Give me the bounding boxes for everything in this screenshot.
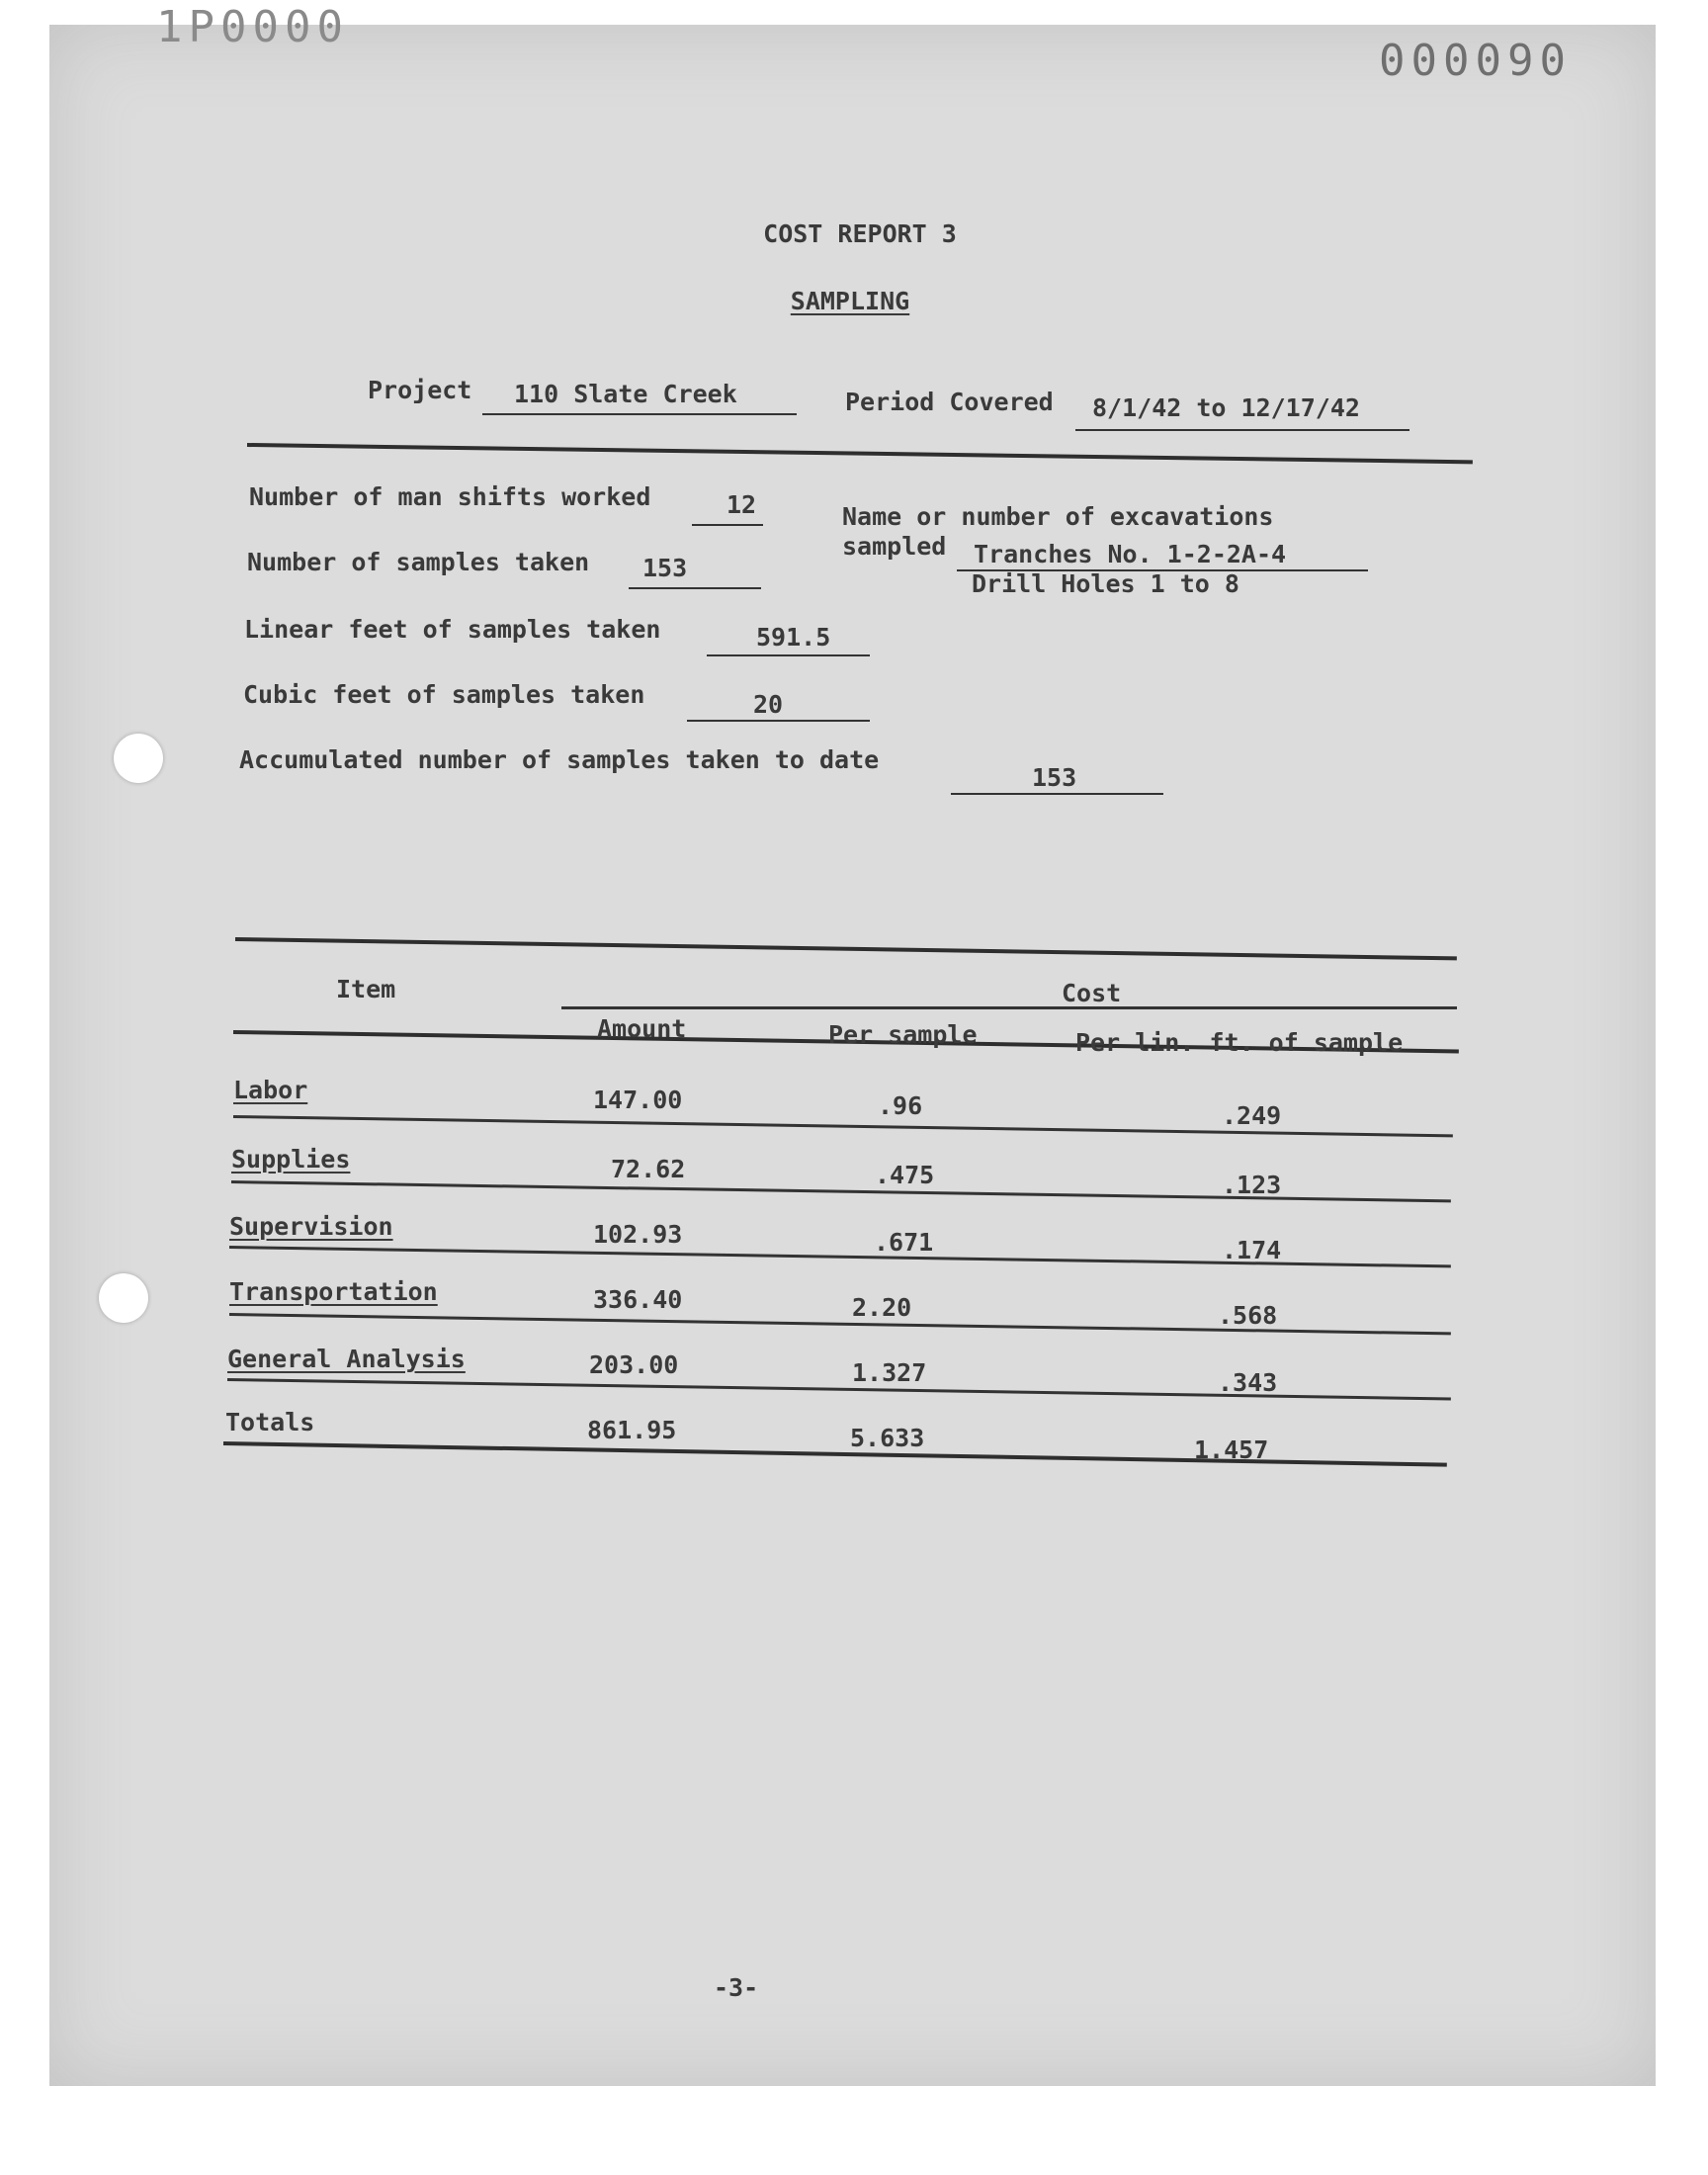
man-shifts-value: 12: [726, 490, 757, 519]
row-item: Supplies: [231, 1145, 351, 1174]
row-per-sample: .96: [878, 1091, 923, 1120]
row-per-lin-ft: .343: [1218, 1368, 1278, 1397]
paper-sheet: [49, 25, 1656, 2086]
punch-hole-bottom: [99, 1273, 148, 1323]
accumulated-label: Accumulated number of samples taken to date: [239, 745, 880, 774]
row-per-sample: 1.327: [852, 1358, 927, 1387]
man-shifts-label: Number of man shifts worked: [249, 482, 651, 511]
man-shifts-underline: [692, 524, 763, 526]
samples-taken-underline: [629, 587, 761, 589]
row-per-lin-ft: .568: [1218, 1301, 1278, 1330]
punch-hole-top: [114, 734, 163, 783]
cubic-feet-underline: [687, 720, 870, 722]
excavations-label-line2: sampled: [842, 532, 947, 561]
excavations-value-line1: Tranches No. 1-2-2A-4: [974, 540, 1287, 568]
period-label: Period Covered: [845, 388, 1054, 416]
linear-feet-value: 591.5: [756, 623, 831, 652]
project-underline: [482, 413, 797, 415]
excavations-label-line1: Name or number of excavations: [842, 502, 1274, 531]
table-header-cost: Cost: [1062, 979, 1122, 1007]
row-per-sample: 5.633: [850, 1424, 925, 1452]
cubic-feet-value: 20: [753, 690, 784, 719]
cost-header-rule: [561, 1006, 1457, 1009]
cubic-feet-label: Cubic feet of samples taken: [243, 680, 645, 709]
project-label: Project: [368, 376, 472, 404]
row-per-lin-ft: .174: [1222, 1236, 1282, 1264]
row-amount: 336.40: [593, 1285, 683, 1314]
page-number: -3-: [714, 1973, 759, 2002]
row-per-lin-ft: 1.457: [1194, 1436, 1269, 1464]
excavations-value-line2: Drill Holes 1 to 8: [972, 569, 1239, 598]
stamp-top-left: 1P0000: [156, 2, 349, 52]
table-header-item: Item: [336, 975, 396, 1003]
report-subtitle: SAMPLING: [790, 287, 910, 315]
column-header-per-lin-ft: Per lin. ft. of sample: [1075, 1028, 1404, 1057]
row-amount: 861.95: [587, 1416, 677, 1444]
accumulated-underline: [951, 793, 1163, 795]
row-per-lin-ft: .123: [1222, 1171, 1282, 1199]
report-title: COST REPORT 3: [763, 219, 957, 248]
row-amount: 147.00: [593, 1086, 683, 1114]
samples-taken-label: Number of samples taken: [247, 548, 590, 576]
row-per-sample: .475: [875, 1161, 935, 1189]
stamp-top-right: 000090: [1379, 36, 1572, 86]
row-item: Supervision: [229, 1212, 393, 1241]
row-item: Labor: [233, 1076, 308, 1104]
period-underline: [1075, 429, 1409, 431]
row-amount: 102.93: [593, 1220, 683, 1249]
row-item: Totals: [225, 1408, 315, 1436]
period-value: 8/1/42 to 12/17/42: [1092, 393, 1360, 422]
row-amount: 203.00: [589, 1350, 679, 1379]
project-value: 110 Slate Creek: [514, 380, 737, 408]
column-header-amount: Amount: [597, 1014, 687, 1043]
row-per-sample: .671: [874, 1228, 934, 1257]
row-amount: 72.62: [611, 1155, 686, 1183]
row-item: Transportation: [229, 1277, 438, 1306]
linear-feet-label: Linear feet of samples taken: [244, 615, 661, 644]
row-per-sample: 2.20: [852, 1293, 912, 1322]
row-item: General Analysis: [227, 1345, 466, 1373]
samples-taken-value: 153: [642, 554, 688, 582]
linear-feet-underline: [707, 654, 870, 656]
accumulated-value: 153: [1032, 763, 1077, 792]
row-per-lin-ft: .249: [1222, 1101, 1282, 1130]
column-header-per-sample: Per sample: [828, 1020, 978, 1049]
